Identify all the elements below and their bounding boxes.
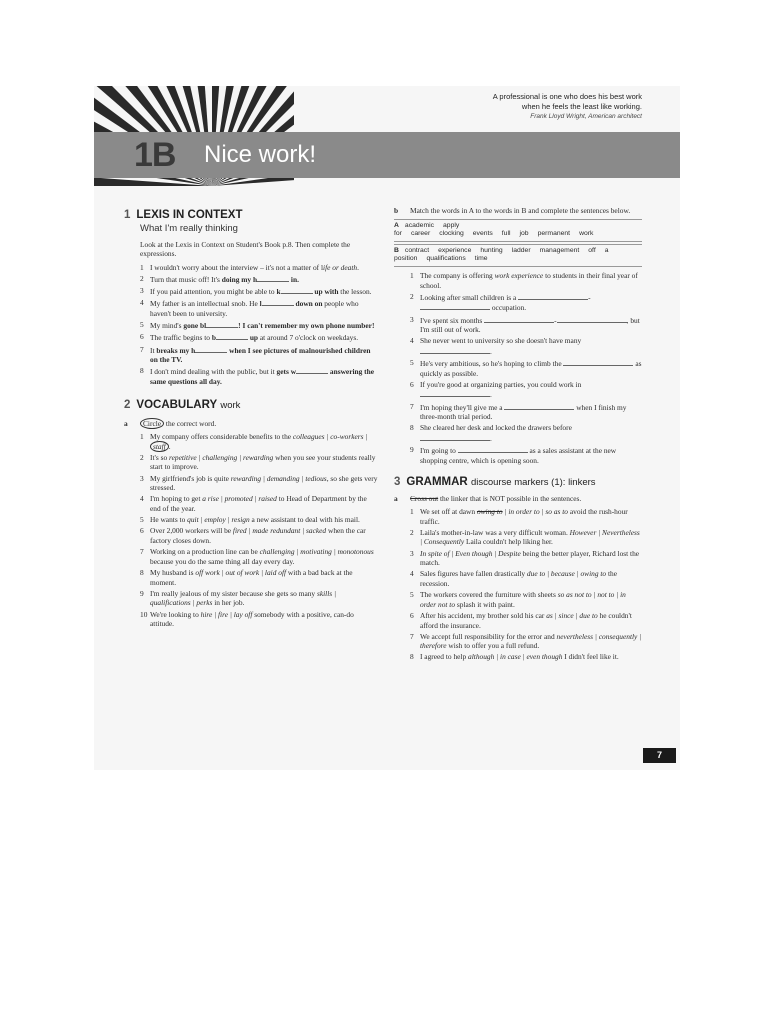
exercise-item (394, 611, 642, 630)
word-box-a (394, 219, 642, 242)
item-text: ! I can't remember my own phone number! (238, 321, 375, 331)
item-number: 6 (410, 610, 414, 620)
page-number: 7 (643, 748, 676, 763)
exercise-item (394, 652, 642, 662)
exercise-item (124, 568, 378, 587)
section-3-items (394, 507, 642, 662)
answer-blank[interactable] (206, 320, 238, 328)
item-text: a new assistant to deal with his mail. (249, 515, 360, 525)
exercise-item (124, 263, 378, 273)
item-number: 1 (140, 262, 144, 272)
expression-start: gone bl (183, 321, 207, 331)
word-box-label: B (394, 246, 399, 254)
expression-start: breaks my h (156, 345, 196, 355)
item-text: , so she gets very stressed. (150, 473, 378, 493)
item-text: at around 7 o'clock on weekdays. (258, 333, 359, 343)
word-options: nevertheless | consequently | therefore (420, 631, 642, 651)
exercise-item (394, 549, 642, 568)
section-2-a-label: a (124, 419, 128, 429)
circle-word: Circle (140, 418, 164, 429)
item-text: up (247, 333, 259, 343)
item-text: splash it with paint. (455, 599, 515, 609)
section-3-number: 3 (394, 476, 401, 489)
item-text: . (490, 390, 492, 400)
word-options: although | in case | even though (468, 652, 563, 662)
item-number: 4 (140, 494, 144, 504)
item-text: because you do the same thing all day every day. (150, 556, 295, 566)
word-options: fired | made redundant | sacked (232, 526, 327, 536)
section-2-subtitle: work (220, 400, 241, 412)
item-text: It's so (150, 452, 169, 462)
section-b-text: Match the words in A to the words in B and complete the sentences below. (410, 206, 631, 215)
item-number: 2 (410, 291, 414, 301)
item-text: We're looking to (150, 609, 201, 619)
answer-blank[interactable] (296, 366, 328, 374)
crossed-out-answer: owing to (476, 507, 503, 516)
item-text: If you're good at organizing parties, you could work in (420, 379, 582, 389)
item-text: I'm hoping to get (150, 494, 203, 504)
item-text: the recession. (420, 569, 618, 588)
word-options: due to | because | owing to (526, 569, 607, 579)
answer-blank[interactable] (259, 298, 294, 309)
answer-blank[interactable] (504, 402, 574, 410)
item-text: wish to offer you a full refund. (446, 641, 540, 651)
item-text: when I see pictures of malnourished children on the TV. (150, 345, 371, 365)
word-box-word: qualifications (426, 255, 466, 263)
item-text: Turn that music off! It's (150, 274, 222, 284)
quote-author: Frank Lloyd Wright, American architect (530, 113, 642, 120)
item-text: as a sales assistant at the new shopping centre, which is opening soon. (420, 446, 617, 465)
word-box-word: a position (394, 246, 609, 263)
item-text: We set off at dawn (420, 507, 477, 516)
item-text: when I finish my three-month trial period. (420, 402, 627, 422)
exercise-item (394, 292, 642, 313)
section-b-instruction (394, 206, 642, 216)
quote-line-2: when he feels the least like working. (521, 102, 642, 111)
item-number: 8 (140, 567, 144, 577)
section-1-number: 1 (124, 209, 131, 221)
word-box-word: time (474, 255, 488, 263)
item-text: I'm hoping they'll give me a (420, 402, 505, 412)
exercise-item (394, 402, 642, 422)
expression-start: k (276, 287, 281, 297)
word-box-word: work (579, 230, 594, 238)
word-options: In spite of | Even though | Despite (420, 548, 521, 558)
item-number: 1 (410, 507, 414, 516)
word-box-word: academic (404, 221, 435, 229)
section-2-items (124, 432, 378, 629)
word-options: skills | qualifications | perks (150, 588, 337, 608)
item-text: people who haven't been to university. (150, 299, 359, 318)
word-options: quit | employ | resign (187, 515, 250, 525)
word-options: so as not to | not to | in order not to (420, 590, 626, 609)
section-3-a-label: a (394, 494, 398, 504)
exercise-item (124, 474, 378, 493)
word-box-word: career (410, 230, 431, 238)
item-number: 7 (140, 344, 144, 354)
answer-blank[interactable] (420, 302, 490, 310)
item-text: . (357, 262, 359, 272)
exercise-item (124, 432, 378, 451)
item-text: If you paid attention, you might be able to (150, 287, 277, 297)
section-3-heading (394, 475, 642, 490)
item-text: in. (289, 274, 299, 284)
unit-title: Nice work! (204, 141, 317, 168)
item-number: 3 (140, 286, 144, 296)
item-number: 3 (140, 473, 144, 483)
answer-blank[interactable] (420, 346, 490, 354)
word-options: repetitive | challenging | rewarding (169, 452, 274, 462)
word-options: as | since | due to (546, 610, 598, 620)
item-text: My father is an intellectual snob. He (150, 299, 260, 309)
exercise-item (394, 271, 642, 290)
word-options: | in order to | so as to (502, 507, 568, 516)
item-text: Working on a production line can be (150, 547, 260, 557)
section-3-instruction (394, 494, 642, 504)
item-text: he couldn't afford the insurance. (420, 610, 632, 630)
quote-block (342, 92, 642, 122)
item-text: He wants to (150, 515, 188, 525)
section-2-number: 2 (124, 399, 131, 412)
item-number: 4 (140, 298, 144, 308)
word-box-word: experience (438, 246, 472, 254)
word-box-word: permanent (537, 230, 571, 238)
item-text: My girlfriend's job is quite (150, 473, 231, 483)
item-text: answering the same questions all day. (150, 367, 375, 386)
item-number: 2 (140, 273, 144, 283)
expression-start: doing my h (221, 274, 258, 284)
item-text: the lesson. (338, 287, 372, 297)
item-number: 3 (410, 314, 414, 324)
exercise-item (124, 345, 378, 365)
item-text: somebody with a positive, can-do attitude. (150, 609, 354, 629)
word-box-word: management (539, 246, 580, 254)
exercise-item (394, 336, 642, 356)
exercise-item (124, 286, 378, 297)
item-text: . (490, 434, 492, 444)
item-text: We accept full responsibility for the error and (420, 631, 557, 641)
exercise-item (394, 569, 642, 588)
item-number: 7 (410, 631, 414, 641)
item-text: Sales figures have fallen drastically (420, 569, 527, 579)
section-1-heading (124, 208, 378, 222)
word-box-word: apply for (394, 221, 460, 238)
expression-start: b (211, 333, 216, 343)
right-column (394, 204, 642, 664)
exercise-item (124, 547, 378, 566)
item-number: 5 (410, 590, 414, 600)
exercise-item (394, 380, 642, 400)
item-text: - (588, 292, 591, 302)
exercise-item (124, 320, 378, 331)
item-text: Laila's mother-in-law was a very difficult woman. (420, 527, 570, 537)
word-box-b (394, 244, 642, 267)
item-text: to Head of Department by the end of the year. (150, 494, 367, 513)
word-options: off work | out of work | laid off (195, 567, 287, 577)
item-number: 5 (140, 515, 144, 525)
left-column (124, 204, 378, 630)
word-box-word: job (519, 230, 529, 238)
answer-blank[interactable] (420, 389, 492, 400)
item-number: 7 (410, 401, 414, 411)
item-number: 2 (410, 527, 414, 537)
item-text: with a bad back at the moment. (150, 567, 353, 587)
word-options: a rise | promoted | raised (202, 494, 277, 504)
item-number: 2 (140, 452, 144, 462)
item-text: My mind's (150, 321, 184, 331)
item-text: Laila couldn't help liking her. (464, 537, 553, 547)
unit-number: 1B (134, 136, 176, 174)
item-text: when the car factory closes down. (150, 526, 366, 545)
workbook-page (94, 86, 680, 770)
item-number: 5 (140, 320, 144, 330)
item-text: The company is offering (420, 270, 495, 280)
exercise-item (124, 526, 378, 545)
item-text: to students in their final year of school. (420, 270, 638, 290)
section-2-a-text: the correct word. (164, 419, 217, 429)
item-number: 9 (410, 445, 414, 455)
item-text: . (168, 441, 171, 451)
word-box-word: clocking (439, 230, 464, 238)
section-1-subtitle: What I'm really thinking (140, 223, 238, 234)
item-text: My company offers considerable benefits to the (150, 432, 293, 442)
item-text: I'm going to (420, 446, 458, 456)
section-3-title: GRAMMAR (406, 476, 468, 489)
answer-blank[interactable] (195, 345, 227, 353)
exercise-item (124, 453, 378, 472)
item-text: I've spent six months (420, 315, 485, 325)
item-number: 1 (140, 432, 144, 442)
item-text: - (554, 315, 557, 325)
quote-line-1: A professional is one who does his best work (492, 92, 642, 101)
section-b-items (394, 271, 642, 465)
item-number: 6 (140, 526, 144, 536)
item-number: 8 (410, 652, 414, 662)
item-text: up with (312, 287, 339, 297)
exercise-item (394, 358, 642, 378)
item-text: The traffic begins to (150, 333, 212, 343)
answer-example: work experience (494, 270, 544, 280)
exercise-item (124, 332, 378, 343)
item-text: She never went to university so she doesn't have many (420, 336, 582, 346)
exercise-item (124, 515, 378, 525)
item-number: 6 (410, 379, 414, 389)
answer-blank[interactable] (518, 292, 591, 302)
word-options: colleagues | co-workers | (292, 432, 368, 442)
item-text: in her job. (212, 598, 245, 608)
item-number: 8 (140, 366, 144, 376)
exercise-item (394, 632, 642, 651)
item-text: She cleared her desk and locked the drawers before (420, 423, 572, 433)
word-options: hire | fire | lay off (200, 609, 253, 619)
word-box-word: contract (404, 246, 430, 254)
item-text: I'm really jealous of my sister because she gets so many (150, 588, 317, 598)
section-1-items (124, 263, 378, 387)
item-number: 1 (410, 270, 414, 280)
exercise-item (394, 445, 642, 465)
item-text: After his accident, my brother sold his car (420, 610, 547, 620)
section-1-intro: Look at the Lexis in Context on Student's Book p.8. Then complete the expressions. (140, 239, 351, 259)
answer-blank[interactable] (216, 332, 248, 340)
cross-out-word: Cross out (410, 494, 439, 504)
exercise-item (124, 366, 378, 386)
exercise-item (124, 274, 378, 285)
item-text: I don't mind dealing with the public, but it (150, 367, 277, 377)
item-text: down on (293, 299, 323, 309)
section-3-a-text: the linker that is NOT possible in the sentences. (438, 494, 582, 504)
item-text: It (150, 345, 157, 355)
section-2-title: VOCABULARY (136, 399, 218, 412)
item-number: 4 (410, 569, 414, 579)
answer-blank[interactable] (420, 433, 492, 444)
unit-banner (94, 132, 680, 178)
exercise-item (394, 507, 642, 526)
exercise-item (124, 589, 378, 608)
item-text: Looking after small children is a (420, 292, 519, 302)
item-text: when you see your students really start to improve. (150, 452, 376, 472)
item-text: I agreed to help (420, 652, 469, 662)
item-number: 6 (140, 332, 144, 342)
section-3-subtitle: discourse markers (1): linkers (470, 477, 596, 489)
answer-example: ife or death (323, 262, 358, 272)
word-box-word: hunting (480, 246, 503, 254)
word-options: rewarding | demanding | tedious (230, 473, 327, 483)
expression-start: l (259, 299, 262, 309)
item-text: avoid the rush-hour traffic. (420, 507, 628, 526)
word-box-word: full (501, 230, 511, 238)
word-box-word: off (588, 246, 596, 254)
word-options: However | Nevertheless | Consequently (420, 527, 640, 547)
answer-blank[interactable] (257, 274, 289, 282)
word-box-label: A (394, 221, 399, 229)
exercise-item (124, 494, 378, 513)
expression-start: gets w (276, 367, 297, 377)
section-2-instruction (124, 419, 378, 429)
exercise-item (394, 423, 642, 443)
section-2-heading (124, 398, 378, 413)
item-number: 3 (410, 548, 414, 558)
section-b-label: b (394, 206, 399, 215)
item-text: . (490, 346, 492, 356)
answer-blank[interactable] (281, 286, 313, 294)
item-text: occupation. (490, 303, 527, 313)
answer-blank[interactable] (557, 315, 627, 323)
answer-blank[interactable] (563, 358, 633, 366)
circled-answer: staff (150, 441, 169, 452)
item-number: 8 (410, 423, 414, 433)
item-text: My husband is (150, 567, 196, 577)
item-text: The workers covered the furniture with sheets (420, 590, 558, 600)
item-text: being the better player, Richard lost the match. (420, 548, 640, 568)
item-number: 5 (410, 358, 414, 368)
word-box-word: ladder (511, 246, 531, 254)
item-text: I wouldn't worry about the interview – it's not a matter of l (150, 262, 324, 272)
item-number: 7 (140, 547, 144, 557)
item-text: , but I'm still out of work. (420, 315, 640, 335)
exercise-item (394, 315, 642, 335)
answer-blank[interactable] (484, 315, 557, 325)
item-number: 10 (140, 609, 148, 619)
item-text: Over 2,000 workers will be (150, 526, 233, 536)
item-text: as quickly as possible. (420, 359, 642, 378)
item-text: I didn't feel like it. (562, 652, 619, 662)
exercise-item (394, 528, 642, 547)
exercise-item (394, 590, 642, 609)
exercise-item (124, 610, 378, 629)
answer-blank[interactable] (458, 445, 528, 453)
item-number: 4 (410, 336, 414, 346)
item-text: He's very ambitious, so he's hoping to climb the (420, 359, 564, 369)
word-options: challenging | motivating | monotonous (259, 547, 374, 557)
item-number: 9 (140, 588, 144, 598)
section-1-title: LEXIS IN CONTEXT (136, 209, 243, 221)
word-box-word: events (472, 230, 493, 238)
exercise-item (124, 298, 378, 318)
